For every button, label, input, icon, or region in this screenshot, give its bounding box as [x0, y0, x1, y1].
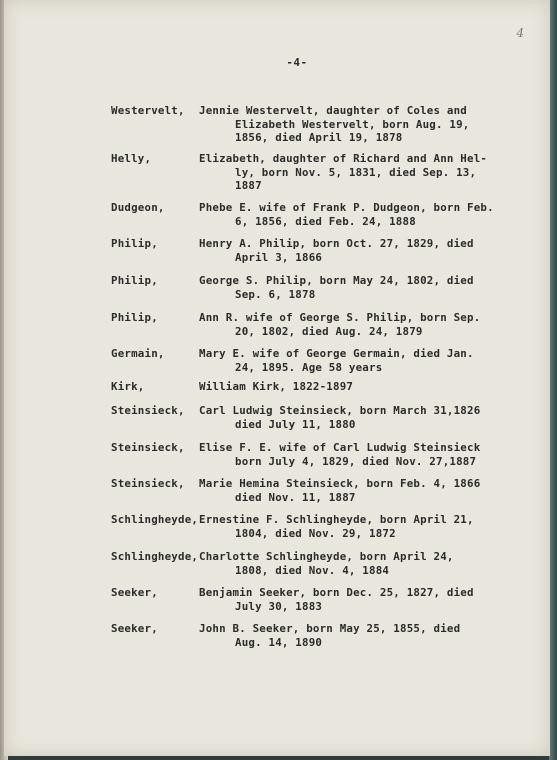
list-item — [111, 380, 353, 394]
entry-line: Phebe E. wife of Frank P. Dudgeon, born Feb. — [199, 201, 494, 214]
entry-line: 1887 — [235, 179, 262, 192]
entry-description — [199, 380, 353, 394]
entry-surname: Steinsieck, — [111, 441, 185, 454]
entry-line: George S. Philip, born May 24, 1802, died — [199, 274, 474, 287]
entry-line: Henry A. Philip, born Oct. 27, 1829, died — [199, 237, 474, 250]
entry-line: Elise F. E. wife of Carl Ludwig Steinsieck — [199, 441, 481, 454]
list-item — [111, 404, 480, 431]
entry-surname: Germain, — [111, 347, 165, 360]
entry-line: Elizabeth Westervelt, born Aug. 19, — [235, 117, 470, 131]
entry-surname: Steinsieck, — [111, 404, 185, 417]
entry-description — [199, 586, 474, 613]
entry-line: July 30, 1883 — [235, 599, 323, 613]
page-header: -4- — [286, 56, 308, 69]
entry-line: John B. Seeker, born May 25, 1855, died — [199, 622, 461, 635]
list-item — [111, 104, 470, 145]
entry-line: Aug. 14, 1890 — [235, 635, 323, 649]
entry-line: Ernestine F. Schlingheyde, born April 21, — [199, 513, 474, 526]
entry-line: 1804, died Nov. 29, 1872 — [235, 526, 396, 540]
list-item — [111, 441, 480, 468]
entry-line: Carl Ludwig Steinsieck, born March 31,1826 — [199, 404, 481, 417]
entry-line: Elizabeth, daughter of Richard and Ann Hel- — [199, 152, 488, 165]
entry-description — [199, 404, 480, 431]
entry-surname: Dudgeon, — [111, 201, 165, 214]
entry-line: Charlotte Schlingheyde, born April 24, — [199, 550, 454, 563]
entry-line: Ann R. wife of George S. Philip, born Sep. — [199, 311, 481, 324]
entry-description — [199, 477, 480, 504]
entry-description — [199, 550, 454, 577]
entry-line: Mary E. wife of George Germain, died Jan. — [199, 347, 474, 360]
entry-surname: Steinsieck, — [111, 477, 185, 490]
entry-line: 1808, died Nov. 4, 1884 — [235, 563, 390, 577]
entry-line: born July 4, 1829, died Nov. 27,1887 — [235, 454, 477, 468]
entry-line: died July 11, 1880 — [235, 417, 356, 431]
entry-line: April 3, 1866 — [235, 250, 323, 264]
entry-description — [199, 201, 494, 228]
list-item — [111, 477, 480, 504]
list-item — [111, 311, 480, 338]
entry-description — [199, 622, 460, 649]
entry-surname: Seeker, — [111, 586, 158, 599]
list-item — [111, 237, 474, 264]
entry-line: died Nov. 11, 1887 — [235, 490, 356, 504]
list-item — [111, 152, 487, 193]
entry-surname: Westervelt, — [111, 104, 185, 117]
list-item — [111, 550, 454, 577]
entry-description — [199, 311, 480, 338]
entry-surname: Philip, — [111, 237, 158, 250]
entry-surname: Schlingheyde, — [111, 550, 199, 563]
entry-description — [199, 237, 474, 264]
entry-description — [199, 152, 487, 193]
entry-line: 1856, died April 19, 1878 — [235, 131, 403, 144]
entry-surname: Helly, — [111, 152, 152, 165]
list-item — [111, 586, 474, 613]
entry-surname: Philip, — [111, 311, 158, 324]
list-item — [111, 274, 474, 301]
document-page — [4, 0, 550, 756]
list-item — [111, 622, 460, 649]
entry-line: Benjamin Seeker, born Dec. 25, 1827, died — [199, 586, 474, 599]
list-item — [111, 201, 494, 228]
entry-line: 6, 1856, died Feb. 24, 1888 — [235, 214, 416, 228]
entry-description — [199, 347, 474, 374]
entry-description — [199, 513, 474, 540]
entry-line: Jennie Westervelt, daughter of Coles and — [199, 104, 468, 117]
entry-line: Sep. 6, 1878 — [235, 287, 316, 301]
entry-line: ly, born Nov. 5, 1831, died Sep. 13, — [235, 165, 477, 179]
entry-line: Marie Hemina Steinsieck, born Feb. 4, 1866 — [199, 477, 481, 490]
list-item — [111, 347, 474, 374]
entry-description — [199, 441, 480, 468]
entry-line: William Kirk, 1822-1897 — [199, 380, 354, 393]
entry-surname: Seeker, — [111, 622, 158, 635]
entry-surname: Schlingheyde, — [111, 513, 199, 526]
handwritten-page-number: 4 — [516, 26, 524, 40]
entry-surname: Philip, — [111, 274, 158, 287]
entry-line: 20, 1802, died Aug. 24, 1879 — [235, 324, 423, 338]
entry-line: 24, 1895. Age 58 years — [235, 360, 383, 374]
entry-description — [199, 274, 474, 301]
page-right-edge — [549, 0, 557, 760]
entry-surname: Kirk, — [111, 380, 145, 393]
entry-description — [199, 104, 470, 145]
list-item — [111, 513, 474, 540]
